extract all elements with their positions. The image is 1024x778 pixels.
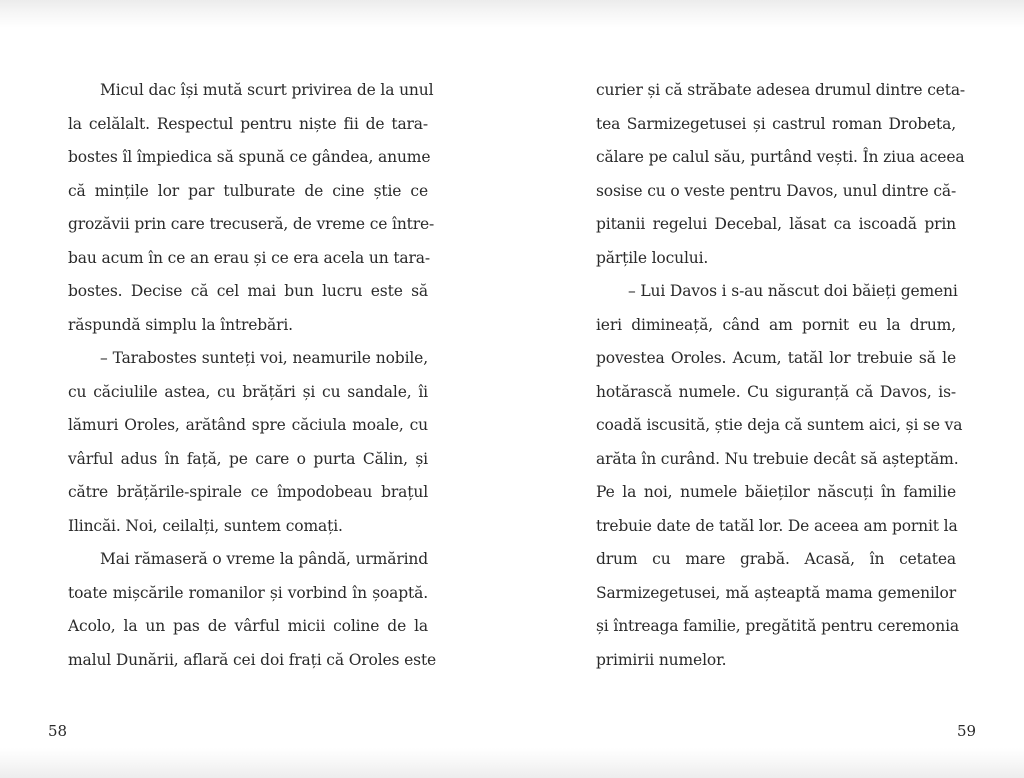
page-number-left: 58 [48,722,68,740]
text-line: Sarmizegetusei, mă așteaptă mama gemenilor [596,583,956,602]
text-line: ieri dimineață, când am pornit eu la drum, [596,315,956,334]
text-line: călare pe calul său, purtând vești. În ziua aceea [596,148,965,166]
text-line: Mai rămaseră o vreme la pândă, urmărind [100,550,428,568]
text-line: arăta în curând. Nu trebuie decât să așteptăm. [596,449,959,468]
text-line: bau acum în ce an erau și ce era acela un tara- [68,248,430,267]
text-line: malul Dunării, aflară cei doi frați că Oroles este [68,650,437,669]
text-line: Ilincăi. Noi, ceilalți, suntem comați. [68,516,343,535]
text-line: părțile locului. [596,248,709,267]
text-line: grozăvii prin care trecuseră, de vreme ce între- [68,215,435,233]
text-line: drum cu mare grabă. Acasă, în cetatea [596,550,956,568]
left-page-text [68,74,437,677]
text-line: primirii numelor. [596,650,727,669]
text-line: bostes îl împiedica să spună ce gândea, anume [68,148,431,166]
text-line: bostes. Decise că cel mai bun lucru este să [68,282,428,300]
text-line: – Tarabostes sunteți voi, neamurile nobile, [100,349,428,367]
text-line: că mințile lor par tulburate de cine știe ce [68,181,428,200]
text-line: Micul dac își mută scurt privirea de la unul [100,81,434,99]
text-line: Pe la noi, numele băieților născuți în familie [596,483,956,501]
text-line: Acolo, la un pas de vârful micii coline de la [68,617,428,635]
text-line: hotărască numele. Cu siguranță că Davos, is- [596,382,956,401]
text-line: pitanii regelui Decebal, lăsat ca iscoadă prin [596,215,956,233]
text-line: răspundă simplu la întrebări. [68,315,293,334]
top-page-shadow [0,0,1024,28]
text-line: și întreaga familie, pregătită pentru ceremonia [596,617,959,635]
text-line: la celălalt. Respectul pentru niște fii de tara- [68,114,428,133]
text-line: către brățările-spirale ce împodobeau brațul [68,483,428,501]
bottom-page-shadow [0,748,1024,778]
text-line: – Lui Davos i s-au născut doi băieți gemeni [628,282,958,300]
text-line: trebuie date de tatăl lor. De aceea am pornit la [596,516,958,535]
text-line: cu căciulile astea, cu brățări și cu sandale, îi [68,382,428,401]
right-page-text [596,74,966,677]
text-line: curier și că străbate adesea drumul dintre ceta- [596,81,966,99]
text-line: sosise cu o veste pentru Davos, unul dintre că- [596,181,957,200]
page-number-right: 59 [957,722,977,740]
text-line: lămuri Oroles, arătând spre căciula moale, cu [68,416,428,434]
text-line: vârful adus în față, pe care o purta Călin, și [68,449,428,468]
text-line: tea Sarmizegetusei și castrul roman Drobeta, [596,114,956,133]
text-line: toate mișcările romanilor și vorbind în șoaptă. [68,583,428,602]
text-line: coadă iscusită, știe deja că suntem aici, și se va [596,416,963,434]
text-line: povestea Oroles. Acum, tatăl lor trebuie să le [596,349,956,367]
